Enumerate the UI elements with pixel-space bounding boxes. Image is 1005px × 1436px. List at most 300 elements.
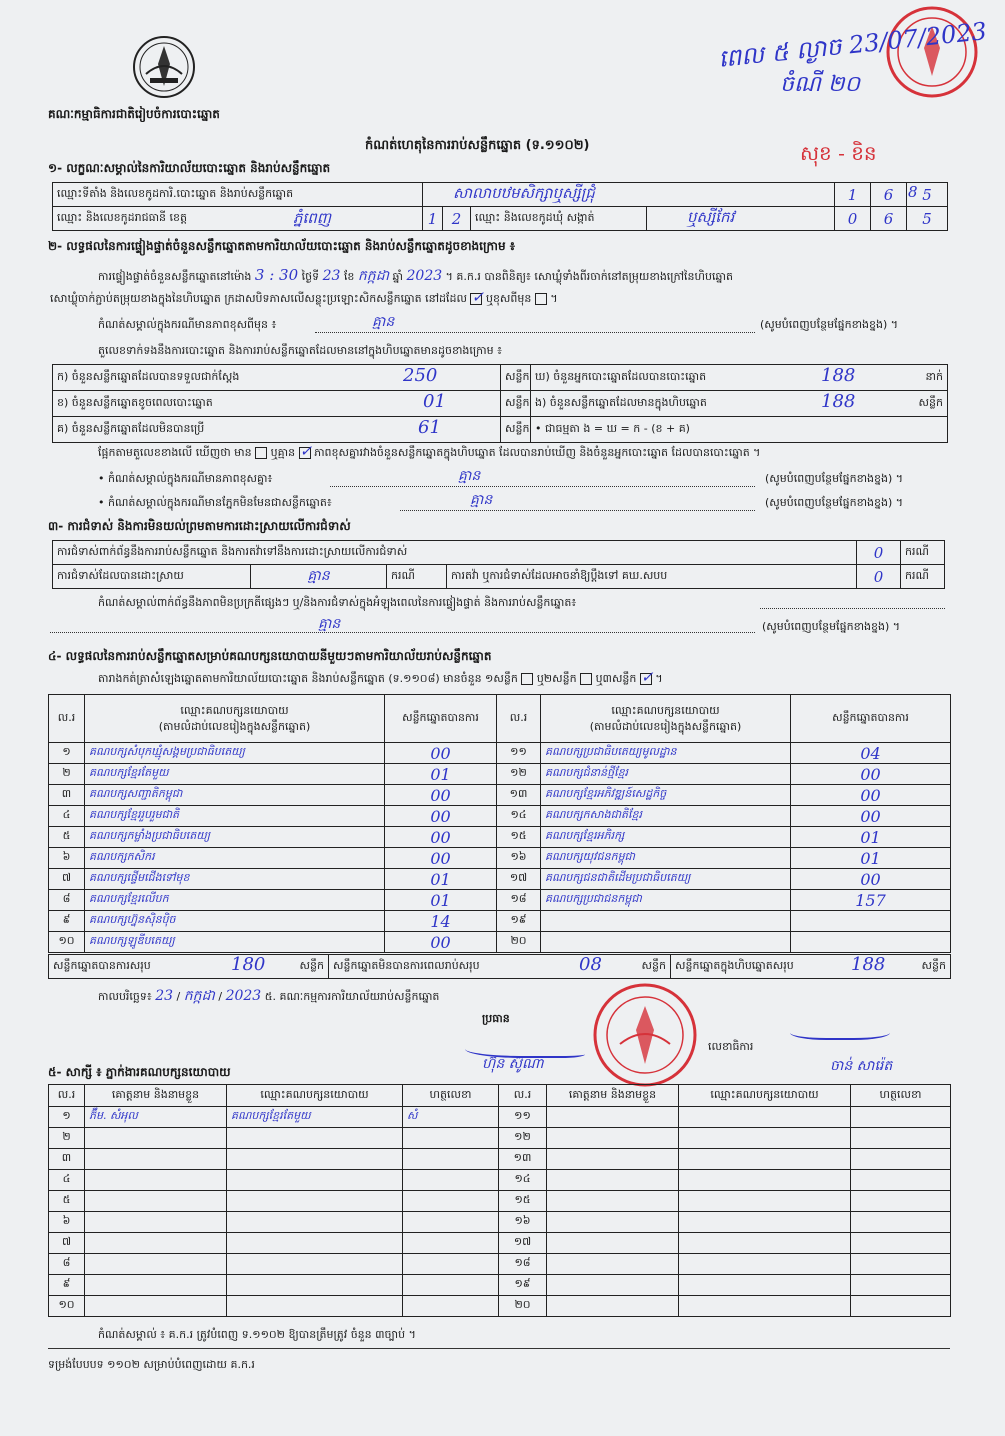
verification-time-label: ការផ្ទៀងផ្ទាត់ចំនួនសន្លឹកឆ្នោតនៅម៉ោង [98, 270, 252, 283]
no-difference-label: ឬគ្មាន [270, 446, 296, 459]
party-votes: 00 [385, 806, 497, 827]
total-invalid-value: 08 [579, 954, 602, 975]
witness-name [547, 1128, 679, 1149]
total-valid-unit: សន្លឹក [299, 959, 324, 972]
complaints-unit: ករណី [901, 541, 945, 565]
total-invalid-cell [329, 955, 671, 979]
witness-name [547, 1149, 679, 1170]
received-label: ក) ចំនួនសន្លឹកឆ្នោតដែលបានទទួលជាក់ស្តែង [57, 369, 240, 383]
party-no: ១៥ [497, 827, 541, 848]
col-party-subtitle: (តាមលំដាប់លេខរៀងក្នុងសន្លឹកឆ្នោត) [158, 719, 311, 733]
tally-sheet-line [98, 668, 663, 688]
witness-signature [403, 1233, 499, 1254]
commune-code-2: 6 [871, 207, 907, 231]
col-party-title-2: ឈ្មោះគណបក្សនយោបាយ [611, 703, 720, 717]
party-no: ២០ [497, 932, 541, 953]
witness-signature [403, 1149, 499, 1170]
party-no: ១២ [497, 764, 541, 785]
party-votes: 14 [385, 911, 497, 932]
witness-party [227, 1212, 403, 1233]
commune-label: ឈ្មោះ និងលេខកូដឃុំ សង្កាត់ [471, 207, 647, 231]
witness-party [227, 1149, 403, 1170]
party-name: គណបក្សជំនាន់ថ្មីខ្មែរ [541, 764, 791, 785]
total-invalid-label: សន្លឹកឆ្នោតមិនបានការពេលរាប់សរុប [333, 958, 480, 972]
witness-signature [851, 1191, 951, 1212]
party-no: ១៧ [497, 869, 541, 890]
province-code-2: 2 [443, 207, 471, 231]
party-name: គណបក្សកសិករ [85, 848, 385, 869]
witness-name [547, 1233, 679, 1254]
signing-date-line: កាលបរិច្ឆេទ៖ 23 / កក្កដា / 2023 ៥. គណៈកម្មការការិយាល័យរាប់សន្លឹកឆ្នោត [98, 988, 440, 1004]
signing-day: 23 [155, 988, 174, 1004]
appeal-unit: ករណី [901, 565, 945, 589]
party-votes: 00 [385, 848, 497, 869]
witness-signature [403, 1254, 499, 1275]
witness-no: ១៧ [499, 1233, 547, 1254]
witness-no: ១៦ [499, 1212, 547, 1233]
dotted-line [760, 608, 945, 609]
resolved-label: ការជំទាស់ដែលបានដោះស្រាយ [53, 565, 251, 589]
two-sheets-label: ឬ២សន្លឹក [536, 672, 577, 685]
complaints-table [52, 540, 945, 589]
see-back-note-1: (សូមបំពេញបន្ថែមផ្នែកខាងខ្នង) ។ [760, 318, 899, 331]
secretary-signature [790, 1020, 890, 1040]
one-sheet-checkbox[interactable] [521, 673, 533, 685]
party-name: គណបក្សកម្លាំងប្រជាធិបតេយ្យ [85, 827, 385, 848]
unused-cell [53, 417, 501, 443]
witness-no: ៩ [49, 1275, 85, 1296]
has-difference-checkbox[interactable] [255, 447, 267, 459]
handwritten-time-note: ពេល ៥ ល្ងាច 23/07/2023 [717, 16, 989, 74]
table-row [49, 1275, 951, 1296]
witness-party [679, 1191, 851, 1212]
witness-col-no-2: ល.រ [499, 1085, 547, 1107]
verification-time: 3 : 30 [254, 266, 299, 284]
no-difference-check-mark: ✓ [299, 442, 313, 460]
no-difference-checkbox[interactable] [299, 442, 313, 460]
party-no: ១៩ [497, 911, 541, 932]
witness-party [679, 1254, 851, 1275]
tally-one-sheet-label: តារាងកត់ត្រាសំឡេងឆ្នោតតាមការិយាល័យបោះឆ្នោត និងរាប់សន្លឹកឆ្នោត (ទ.១១០៨) មានចំនួន ១សន្លឹក [98, 672, 518, 685]
party-votes: 01 [791, 848, 951, 869]
see-back-note-2: (សូមបំពេញបន្ថែមផ្នែកខាងខ្នង) ។ [765, 472, 904, 485]
party-no: ១៨ [497, 890, 541, 911]
committee-label: ៥. គណៈកម្មការការិយាល័យរាប់សន្លឹកឆ្នោត [264, 990, 440, 1003]
witness-no: ១៣ [499, 1149, 547, 1170]
section-5-title: ៥- សាក្សី ៖ ភ្នាក់ងារគណបក្សនយោបាយ [48, 1065, 231, 1079]
received-cell [53, 365, 501, 391]
voted-label: ឃ) ចំនួនអ្នកបោះឆ្នោតដែលបានបោះឆ្នោត [535, 369, 707, 383]
witness-name [547, 1296, 679, 1317]
col-votes-header-2: សន្លឹកឆ្នោតបានការ [791, 695, 951, 743]
party-name: គណបក្សផ្ទើមជើងទៅមុខ [85, 869, 385, 890]
witness-name [85, 1149, 227, 1170]
witness-party [679, 1107, 851, 1128]
final-note: កំណត់សម្គាល់ ៖ គ.ក.រ ត្រូវបំពេញ ទ.១១០២ ឱ្យបានត្រឹមត្រូវ ចំនួន ៣ច្បាប់ ។ [98, 1328, 416, 1341]
party-votes: 00 [791, 764, 951, 785]
formula: • ជាធម្មតា ង = ឃ = ក - (ខ + គ) [531, 417, 948, 443]
col-no-header: ល.រ [49, 695, 85, 743]
party-name: គណបក្សខ្មែររួបរួមជាតិ [85, 806, 385, 827]
two-sheets-checkbox[interactable] [580, 673, 592, 685]
table-row [49, 932, 951, 953]
witness-no: ១៤ [499, 1170, 547, 1191]
appeal-value: 0 [857, 565, 901, 589]
in-box-cell [531, 391, 948, 417]
spoiled-unit: សន្លឹក [501, 391, 531, 417]
document-title: កំណត់ហេតុនៃការរាប់សន្លឹកឆ្នោត (ទ.១១០២) [365, 138, 590, 153]
period-mark: ។ [655, 672, 663, 685]
witness-no: ៣ [49, 1149, 85, 1170]
spoiled-label: ខ) ចំនួនសន្លឹកឆ្នោតខូចពេលបោះឆ្នោត [57, 395, 213, 409]
unchanged-check-mark: ✓ [471, 288, 485, 306]
witness-party [227, 1296, 403, 1317]
party-no: ១៣ [497, 785, 541, 806]
col-party-subtitle-2: (តាមលំដាប់លេខរៀងក្នុងសន្លឹកឆ្នោត) [589, 719, 742, 733]
witness-party [227, 1254, 403, 1275]
dotted-line [400, 510, 755, 511]
party-votes: 01 [385, 869, 497, 890]
witness-table [48, 1084, 951, 1317]
three-sheets-label: ឬ៣សន្លឹក [595, 672, 637, 685]
witness-name [85, 1275, 227, 1296]
received-unit: សន្លឹក [501, 365, 531, 391]
form-footer: ទម្រង់បែបបទ ១១០២ សម្រាប់បំពេញដោយ គ.ក.រ [48, 1358, 255, 1371]
irregularity-note-label: កំណត់សម្គាល់ពាក់ព័ន្ធនឹងភាពមិនប្រក្រតីផ្សេងៗ ឬ/និងការជំទាស់ក្នុងអំឡុងពេលនៃការផ្ទៀងផ្ទាត់ និងការរាប់សន្លឹកឆ្នោត៖ [98, 596, 577, 609]
table-row [49, 806, 951, 827]
party-votes: 01 [385, 890, 497, 911]
witness-party [679, 1296, 851, 1317]
party-votes: 157 [791, 890, 951, 911]
total-box-cell [671, 955, 951, 979]
witness-signature [851, 1233, 951, 1254]
signing-year: 2023 [225, 988, 262, 1004]
results-totals-table [48, 954, 951, 979]
party-no: ៣ [49, 785, 85, 806]
witness-col-name: គោត្តនាម និងនាមខ្លួន [85, 1085, 227, 1107]
year-label: ឆ្នាំ [392, 270, 404, 283]
col-no-header-2: ល.រ [497, 695, 541, 743]
party-name: គណបក្សសំបុកឃ្មុំសង្គមប្រជាធិបតេយ្យ [85, 743, 385, 764]
results-table [48, 694, 951, 953]
party-name: គណបក្សខ្មែរលើបក [85, 890, 385, 911]
witness-signature [851, 1170, 951, 1191]
party-no: ៧ [49, 869, 85, 890]
witness-signature: សំ [403, 1107, 499, 1128]
witness-name [85, 1254, 227, 1275]
witness-signature [851, 1296, 951, 1317]
table-row [49, 827, 951, 848]
witness-col-sign-2: ហត្ថលេខា [851, 1085, 951, 1107]
party-name: គណបក្សហ្វ៊ុនស៊ិនប៉ិច [85, 911, 385, 932]
unused-label: គ) ចំនួនសន្លឹកឆ្នោតដែលមិនបានប្រើ [57, 421, 205, 435]
party-name: គណបក្សកសាងជាតិខ្មែរ [541, 806, 791, 827]
witness-no: ៦ [49, 1212, 85, 1233]
table-row [49, 785, 951, 806]
difference-note-label: កំណត់សម្គាល់ក្នុងករណីមានភាពខុសពីមុន ៖ [98, 318, 277, 331]
in-box-label: ង) ចំនួនសន្លឹកឆ្នោតដែលមានក្នុងហិបឆ្នោត [535, 395, 707, 409]
province-code-1: 1 [423, 207, 443, 231]
col-party-title: ឈ្មោះគណបក្សនយោបាយ [180, 703, 289, 717]
complaints-value: 0 [857, 541, 901, 565]
figures-intro: តួលេខទាក់ទងនឹងការបោះឆ្នោត និងការរាប់សន្លឹកឆ្នោតដែលមាននៅក្នុងហិបឆ្នោតមានដូចខាងក្រោម ៖ [98, 344, 502, 357]
in-box-value: 188 [821, 391, 856, 412]
party-name: គណបក្សខ្មែរតែមួយ [85, 764, 385, 785]
witness-party [227, 1128, 403, 1149]
witness-name [85, 1212, 227, 1233]
witness-party [679, 1275, 851, 1296]
spoiled-cell [53, 391, 501, 417]
party-no: ១៤ [497, 806, 541, 827]
witness-col-party-2: ឈ្មោះគណបក្សនយោបាយ [679, 1085, 851, 1107]
witness-party [227, 1191, 403, 1212]
witness-no: ២០ [499, 1296, 547, 1317]
witness-party: គណបក្សខ្មែរតែមួយ [227, 1107, 403, 1128]
party-no: ៥ [49, 827, 85, 848]
witness-signature [403, 1212, 499, 1233]
witness-party [679, 1170, 851, 1191]
party-no: ៨ [49, 890, 85, 911]
voted-value: 188 [821, 365, 856, 386]
voted-unit: នាក់ [925, 370, 943, 383]
witness-signature [403, 1128, 499, 1149]
chair-label: ប្រធាន [482, 1012, 510, 1025]
location-code-3: 5 [907, 183, 948, 207]
table-row [49, 1254, 951, 1275]
table-row [49, 743, 951, 764]
witness-signature [851, 1254, 951, 1275]
witness-name [85, 1233, 227, 1254]
section-4-title: ៤- លទ្ធផលនៃការរាប់សន្លឹកឆ្នោតសម្រាប់គណបក្សនយោបាយនីមួយៗតាមការិយាល័យរាប់សន្លឹកឆ្នោត [48, 649, 492, 663]
total-box-value: 188 [851, 954, 886, 975]
changed-label: ឬខុសពីមុន [485, 292, 532, 305]
witness-name [85, 1191, 227, 1212]
total-invalid-unit: សន្លឹក [641, 959, 666, 972]
party-no: ១៦ [497, 848, 541, 869]
table-row [49, 1191, 951, 1212]
witness-name [547, 1254, 679, 1275]
witness-no: ៤ [49, 1170, 85, 1191]
total-valid-label: សន្លឹកឆ្នោតបានការសរុប [53, 958, 151, 972]
province-label-cell [53, 207, 423, 231]
party-votes: 00 [385, 932, 497, 953]
witness-party [227, 1275, 403, 1296]
verification-month: កក្កដា [357, 268, 390, 284]
commune-code-3: 5 [907, 207, 948, 231]
col-party-header [85, 695, 385, 743]
witness-name [547, 1107, 679, 1128]
witness-party [679, 1233, 851, 1254]
party-votes: 00 [791, 806, 951, 827]
table-row [49, 1233, 951, 1254]
table-row [49, 890, 951, 911]
location-label: ឈ្មោះទីតាំង និងលេខកូដការិ.បោះឆ្នោត និងរាប់សន្លឹកឆ្នោត [53, 183, 423, 207]
verification-line-1 [98, 266, 733, 287]
difference-bullet-value: គ្មាន [458, 468, 481, 484]
witness-signature [403, 1191, 499, 1212]
voted-cell [531, 365, 948, 391]
witness-signature [403, 1170, 499, 1191]
witness-no: ១៨ [499, 1254, 547, 1275]
location-code-1: 1 [835, 183, 871, 207]
witness-col-name-2: គោត្តនាម និងនាមខ្លួន [547, 1085, 679, 1107]
party-name: គណបក្សយុវជនកម្ពុជា [541, 848, 791, 869]
witness-signature [851, 1107, 951, 1128]
party-no: ១១ [497, 743, 541, 764]
location-code-2: 6 [871, 183, 907, 207]
period-mark: ។ [550, 292, 558, 305]
difference-note-value: គ្មាន [372, 314, 395, 330]
non-ballot-bullet-label: • កំណត់សម្គាល់ក្នុងករណីមានភ្នែកមិនមែនជាសន្លឹកឆ្នោត៖ [98, 496, 332, 509]
witness-no: ១២ [499, 1128, 547, 1149]
table-row [49, 1212, 951, 1233]
date-prefix: កាលបរិច្ឆេទ៖ [98, 990, 152, 1003]
witness-name [547, 1191, 679, 1212]
witness-name [547, 1212, 679, 1233]
party-name [541, 911, 791, 932]
table-row [49, 1296, 951, 1317]
section-2-title: ២- លទ្ធផលនៃការផ្ទៀងផ្ទាត់ចំនួនសន្លឹកឆ្នោតតាមការិយាល័យបោះឆ្នោត និងរាប់សន្លឹកឆ្នោតដូចខាងក្រោម ៖ [48, 239, 516, 253]
party-votes: 00 [791, 785, 951, 806]
irregularity-note-value: គ្មាន [318, 616, 341, 632]
commune-value: ឬស្សីកែវ [647, 207, 835, 231]
witness-name [85, 1296, 227, 1317]
party-name: គណបក្សខ្មែរអភិរក្ស [541, 827, 791, 848]
witness-no: ១៥ [499, 1191, 547, 1212]
see-back-note-3: (សូមបំពេញបន្ថែមផ្នែកខាងខ្នង) ។ [765, 496, 904, 509]
changed-checkbox[interactable] [535, 293, 547, 305]
witness-no: ៨ [49, 1254, 85, 1275]
party-name: គណបក្សខ្មែរអភិវឌ្ឍន៍សេដ្ឋកិច្ច [541, 785, 791, 806]
witness-no: ១១ [499, 1107, 547, 1128]
col-party-header-2 [541, 695, 791, 743]
total-box-unit: សន្លឹក [921, 959, 946, 972]
secretary-name: ចាន់ សារ៉េត [830, 1058, 893, 1074]
witness-no: ៧ [49, 1233, 85, 1254]
verification-year: 2023 [406, 268, 443, 284]
non-ballot-bullet-value: គ្មាន [470, 492, 493, 508]
difference-note-line [98, 318, 276, 334]
party-no: ១០ [49, 932, 85, 953]
table-row [49, 1170, 951, 1191]
table-row [49, 1149, 951, 1170]
party-votes: 00 [385, 785, 497, 806]
handwritten-red-name: សុខ - ខិន [800, 141, 877, 165]
party-votes: 01 [385, 764, 497, 785]
three-sheets-check-mark: ✓ [640, 668, 654, 686]
commune-code-1: 0 [835, 207, 871, 231]
section-1-table [52, 182, 948, 231]
party-votes: 00 [385, 743, 497, 764]
party-no: ១ [49, 743, 85, 764]
handwritten-note-2: ចំណី ២០ [780, 72, 861, 97]
witness-col-party: ឈ្មោះគណបក្សនយោបាយ [227, 1085, 403, 1107]
party-name: គណបក្សសញ្ជាតិកម្ពុជា [85, 785, 385, 806]
location-code-4: 8 [908, 183, 918, 201]
section-3-title: ៣- ការជំទាស់ និងការមិនយល់ព្រមតាមការដោះស្រាយលើការជំទាស់ [48, 519, 351, 533]
table-row [49, 764, 951, 785]
table-row [49, 869, 951, 890]
party-name: គណបក្សជនជាតិដើមប្រជាធិបតេយ្យ [541, 869, 791, 890]
party-votes [791, 911, 951, 932]
witness-name: ភ៊ឹម. សំអុល [85, 1107, 227, 1128]
party-name [541, 932, 791, 953]
location-value: សាលាបឋមសិក្សាឬស្សីជ្រុំ [423, 183, 835, 207]
province-label: ឈ្មោះ និងលេខកូដរាជធានី ខេត្ត [57, 210, 187, 224]
three-sheets-checkbox[interactable] [640, 668, 654, 686]
party-votes: 01 [791, 827, 951, 848]
witness-no: ៥ [49, 1191, 85, 1212]
witness-signature [403, 1296, 499, 1317]
dotted-line [315, 332, 755, 333]
unused-value: 61 [418, 417, 441, 438]
witness-name [85, 1170, 227, 1191]
ballot-figures-table [52, 364, 948, 443]
total-valid-cell [49, 955, 329, 979]
witness-col-no: ល.រ [49, 1085, 85, 1107]
chair-name: ហ៊ុន ស៊ូណា [482, 1056, 544, 1072]
witness-name [85, 1128, 227, 1149]
party-no: ៩ [49, 911, 85, 932]
has-difference-label: ផ្អែកតាមតួលេខខាងលើ ឃើញថា មាន [98, 446, 252, 459]
witness-signature [851, 1275, 951, 1296]
province-value: ភ្នំពេញ [293, 209, 332, 227]
witness-party [679, 1128, 851, 1149]
party-name: គណបក្សឡូឌីបតេយ្យ [85, 932, 385, 953]
org-name: គណៈកម្មាធិការជាតិរៀបចំការបោះឆ្នោត [48, 107, 220, 121]
appeal-label: ការតវ៉ា ឬការជំទាស់ដែលអាចនាំឱ្យប្តឹងទៅ គឃ.សបប [447, 565, 857, 589]
section-1-title: ១- លក្ខណៈសម្គាល់នៃការិយាល័យបោះឆ្នោត និងរាប់សន្លឹកឆ្នោត [48, 161, 331, 175]
witness-name [547, 1275, 679, 1296]
verification-line-2 [50, 288, 558, 308]
witness-signature [851, 1149, 951, 1170]
party-votes: 00 [385, 827, 497, 848]
witness-name [547, 1170, 679, 1191]
party-no: ៤ [49, 806, 85, 827]
nec-emblem-icon [130, 34, 198, 100]
witness-party [679, 1149, 851, 1170]
verification-day: 23 [322, 268, 341, 284]
party-name: គណបក្សប្រជាជនកម្ពុជា [541, 890, 791, 911]
witness-no: ១ [49, 1107, 85, 1128]
signing-month: កក្កដា [183, 988, 215, 1004]
witness-signature [851, 1212, 951, 1233]
witness-no: ២ [49, 1128, 85, 1149]
difference-check-line [98, 442, 761, 462]
witness-no: ១៩ [499, 1275, 547, 1296]
party-votes [791, 932, 951, 953]
in-box-unit: សន្លឹក [918, 396, 943, 409]
dotted-line [50, 632, 755, 633]
see-back-note-4: (សូមបំពេញបន្ថែមផ្នែកខាងខ្នង) ។ [762, 620, 901, 633]
dotted-line [330, 486, 755, 487]
verification-text-end: ។ គ.ក.រ បានពិនិត្យ៖ សោឃ្លុំទាំងពីរចាក់នៅតម្រុយខាងក្រៅនៃហិបឆ្នោត [445, 270, 733, 283]
party-no: ៦ [49, 848, 85, 869]
table-row [49, 1107, 951, 1128]
resolved-value: គ្មាន [251, 565, 387, 589]
spoiled-value: 01 [423, 391, 446, 412]
witness-party [679, 1212, 851, 1233]
month-label: ខែ [343, 270, 355, 283]
footer-divider [48, 1348, 950, 1349]
witness-signature [851, 1128, 951, 1149]
difference-check-text: ភាពខុសគ្នារវាងចំនួនសន្លឹកឆ្នោតក្នុងហិបឆ្នោត ដែលបានរាប់ឃើញ និងចំនួនអ្នកបោះឆ្នោត ដែលបានបោះឆ្នោត ។ [314, 446, 761, 459]
witness-no: ១០ [49, 1296, 85, 1317]
unchanged-checkbox[interactable] [470, 288, 485, 306]
witness-signature [403, 1275, 499, 1296]
difference-bullet-label: • កំណត់សម្គាល់ក្នុងករណីមានភាពខុសគ្នា៖ [98, 472, 273, 485]
table-row [49, 911, 951, 932]
